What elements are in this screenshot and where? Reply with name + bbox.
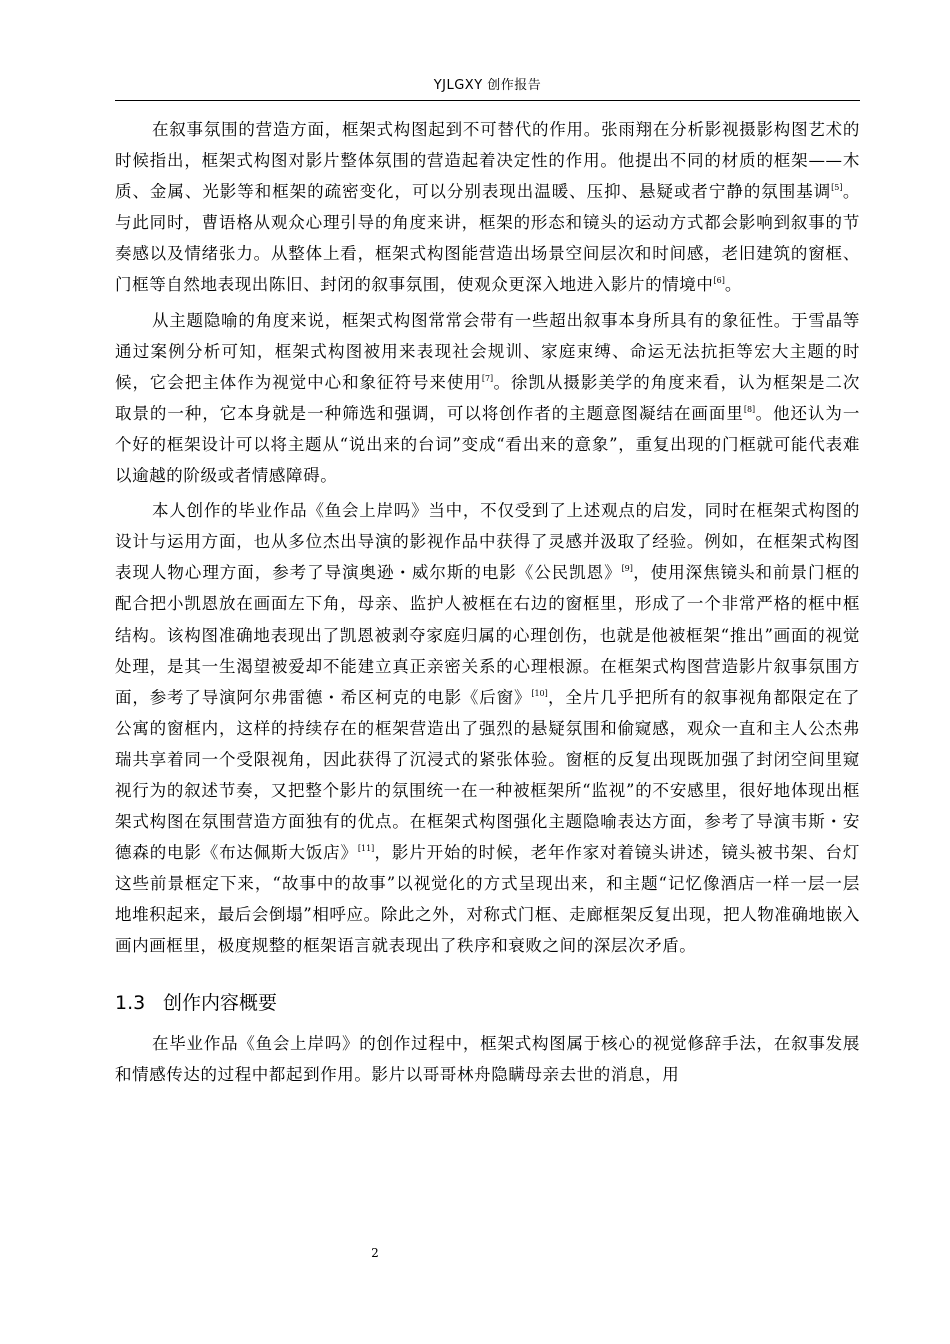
page-header: YJLGXY 创作报告: [433, 78, 542, 93]
citation: [11]: [357, 844, 375, 854]
paragraph-text: ，使用深焦镜头和前景门框的配合把小凯恩放在画面左下角，母亲、监护人被框在右边的窗框里，形成了一个非常严格的框中框结构。该构图准确地表现出了凯恩被剥夺家庭归属的心理创伤，也就是他被框架“推出”画面的视觉处理，是其一生渴望被爱却不能建立真正亲密关系的心理根源。在框架式构图营造影片叙事氛围方面，参考了导演阿尔弗雷德・希区柯克的电影《后窗》: [115, 563, 860, 707]
document-body: [115, 114, 860, 1094]
citation: [10]: [531, 688, 548, 698]
paragraph-text: 本人创作的毕业作品《鱼会上岸吗》当中，不仅受到了上述观点的启发，同时在框架式构图的设计与运用方面，也从多位杰出导演的影视作品中获得了灵感并汲取了经验。例如，在框架式构图表现人物心理方面，参考了导演奥逊・威尔斯的电影《公民凯恩》: [115, 501, 860, 583]
citation: [5]: [831, 183, 843, 193]
header-rule: [115, 100, 860, 101]
section-number: 1.3: [115, 991, 146, 1014]
page-number: 2: [371, 1246, 379, 1260]
paragraph-text: 。他还认为一个好的框架设计可以将主题从“说出来的台词”变成“看出来的意象”，重复出现的门框就可能代表难以逾越的阶级或者情感障碍。: [115, 403, 860, 486]
paragraph-theme-metaphor: [115, 305, 860, 492]
paragraph-text: 从主题隐喻的角度来说，框架式构图常常会带有一些超出叙事本身所具有的象征性。于雪晶等通过案例分析可知，框架式构图被用来表现社会规训、家庭束缚、命运无法抗拒等宏大主题的时候，它会把主体作为视觉中心和象征符号来使用: [115, 310, 860, 392]
paragraph-content-summary: 在毕业作品《鱼会上岸吗》的创作过程中，框架式构图属于核心的视觉修辞手法，在叙事发展和情感传达的过程中都起到作用。影片以哥哥林舟隐瞒母亲去世的消息，用: [115, 1033, 860, 1084]
paragraph-text: ，影片开始的时候，老年作家对着镜头讲述，镜头被书架、台灯这些前景框定下来，“故事中的故事”以视觉化的方式呈现出来，和主题“记忆像酒店一样一层一层地堆积起来，最后会倒塌”相呼应。除此之外，对称式门框、走廊框架反复出现，把人物准确地嵌入画内画框里，极度规整的框架语言就表现出了秩序和衰败之间的深层次矛盾。: [115, 843, 860, 956]
section-title: 创作内容概要: [163, 991, 278, 1014]
paragraph-graduation-work: [115, 495, 860, 961]
citation: [9]: [621, 564, 633, 574]
paragraph-text: 。徐凯从摄影美学的角度来看，认为框架是二次取景的一种，它本身就是一种筛选和强调，可以将创作者的主题意图凝结在画面里: [115, 372, 860, 423]
paragraph-text: 。: [724, 275, 742, 295]
paragraph-narrative-atmosphere: [115, 114, 860, 301]
paragraph-text: ，全片几乎把所有的叙事视角都限定在了公寓的窗框内，这样的持续存在的框架营造出了强烈的悬疑氛围和偷窥感，观众一直和主人公杰弗瑞共享着同一个受限视角，因此获得了沉浸式的紧张体验。窗框的反复出现既加强了封闭空间里窥视行为的叙述节奏，又把整个影片的氛围统一在一种被框架所“监视”的不安感里，很好地体现出框架式构图在氛围营造方面独有的优点。在框架式构图强化主题隐喻表达方面，参考了导演韦斯・安德森的电影《布达佩斯大饭店》: [115, 687, 860, 863]
paragraph-text: 在叙事氛围的营造方面，框架式构图起到不可替代的作用。张雨翔在分析影视摄影构图艺术的时候指出，框架式构图对影片整体氛围的营造起着决定性的作用。他提出不同的材质的框架——木质、金属、光影等和框架的疏密变化，可以分别表现出温暖、压抑、悬疑或者宁静的氛围基调: [115, 120, 860, 202]
citation: [8]: [743, 404, 756, 414]
paragraph-text: 。与此同时，曹语格从观众心理引导的角度来讲，框架的形态和镜头的运动方式都会影响到叙事的节奏感以及情绪张力。从整体上看，框架式构图能营造出场景空间层次和时间感，老旧建筑的窗框、门框等自然地表现出陈旧、封闭的叙事氛围，使观众更深入地进入影片的情境中: [115, 182, 860, 295]
citation: [6]: [713, 276, 725, 286]
citation: [7]: [481, 373, 494, 383]
section-heading: [115, 988, 860, 1018]
